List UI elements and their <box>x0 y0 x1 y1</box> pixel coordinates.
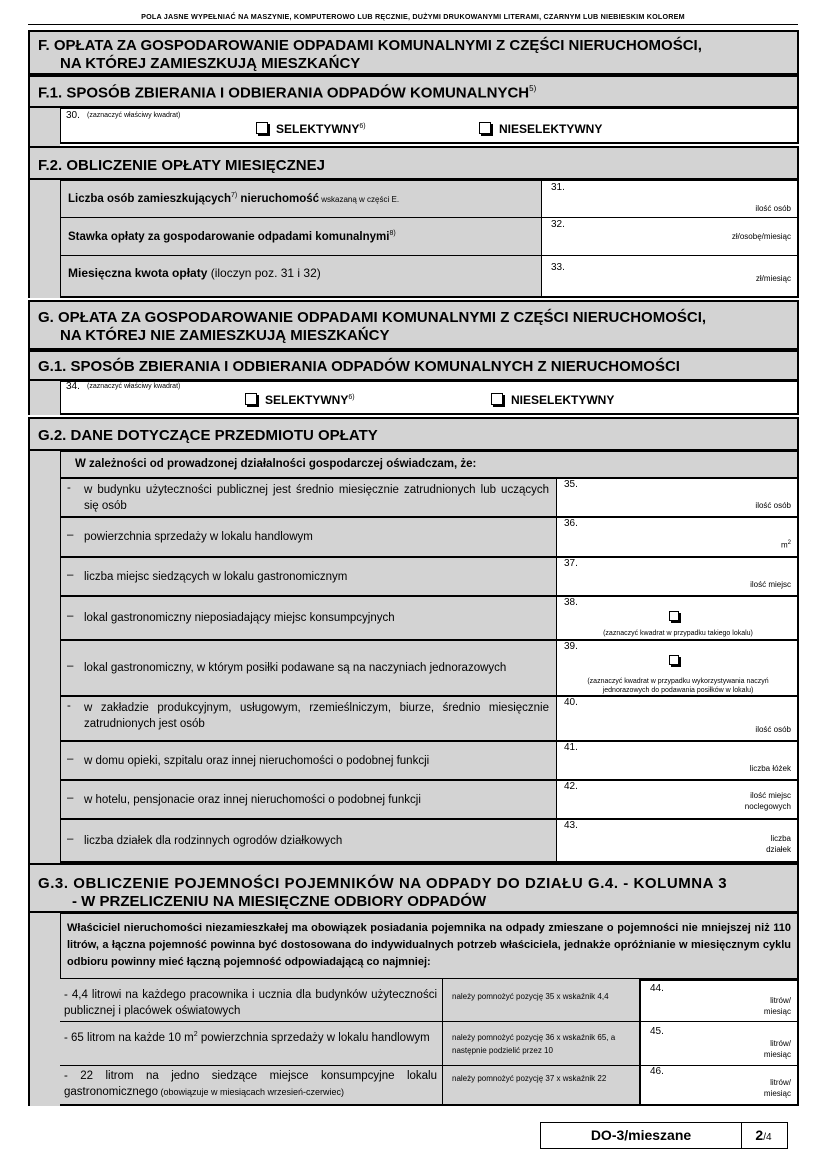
row-dash: – <box>67 753 74 765</box>
field-unit: ilość osób <box>755 725 791 734</box>
row-dash: - <box>67 700 71 712</box>
field-unit: zł/miesiąc <box>755 274 791 283</box>
field-unit: ilość osób <box>755 501 791 510</box>
field-unit: zł/osobę/miesiąc <box>731 232 791 241</box>
field-43[interactable] <box>556 819 799 863</box>
g2-row-text: powierzchnia sprzedaży w lokalu handlowym <box>84 531 313 543</box>
field-44[interactable] <box>639 979 799 1022</box>
g2-row-label <box>60 780 557 819</box>
divider <box>28 24 798 25</box>
section-g-header <box>28 300 799 350</box>
field-unit: ilość osób <box>755 204 791 213</box>
field-note: (zaznaczyć właściwy kwadrat) <box>87 112 181 119</box>
field-unit: ilość miejsc noclegowych <box>744 791 791 811</box>
field-33[interactable] <box>541 255 799 298</box>
g2-row-label <box>60 517 557 557</box>
field-number: 39. <box>564 641 578 652</box>
field-note: (zaznaczyć kwadrat w przypadku takiego lokalu) <box>603 630 753 637</box>
field-number: 41. <box>564 742 578 753</box>
g3-row-text: - 4,4 litrowi na każdego pracownika i ucznia dla budynków użyteczności publicznej i placówek oświatowych <box>64 989 437 1017</box>
option-nonselective[interactable]: NIESELEKTYWNY <box>479 122 602 136</box>
g2-row-label <box>60 478 557 517</box>
row-dash: – <box>67 660 74 672</box>
g3-row-calc: należy pomnożyć pozycję 35 x wskaźnik 4,4 <box>452 992 609 1001</box>
form-id: DO-3/mieszane <box>590 1127 692 1143</box>
g2-row-text: lokal gastronomiczny, w którym posiłki podawane są na naczyniach jednorazowych <box>84 662 507 674</box>
section-g-title-line2: NA KTÓREJ NIE ZAMIESZKUJĄ MIESZKAŃCY <box>60 327 390 344</box>
field-unit: litrów/ miesiąc <box>763 996 791 1016</box>
field-42[interactable] <box>556 780 799 819</box>
g2-row-text: liczba miejsc siedzących w lokalu gastronomicznym <box>84 571 348 583</box>
field-31[interactable] <box>541 180 799 218</box>
g3-left-gutter <box>28 913 60 1106</box>
g1-left-gutter <box>28 381 60 415</box>
option-selective[interactable]: SELEKTYWNY$^{6)}$ <box>256 122 366 136</box>
field-number: 31. <box>551 182 565 193</box>
field-40[interactable] <box>556 696 799 741</box>
field-note: (zaznaczyć kwadrat w przypadku wykorzystywania naczyń jednorazowych do podawania posiłków w lokalu) <box>587 678 769 694</box>
section-g2-title: G.2. DANE DOTYCZĄCE PRZEDMIOTU OPŁATY <box>38 427 378 444</box>
g2-row-label <box>60 640 557 696</box>
page-number-box <box>740 1122 788 1149</box>
f1-left-gutter <box>28 108 60 146</box>
row-31-label: Liczba osób zamieszkujących$^{7)}$ nieruchomość wskazaną w części E. <box>60 180 542 218</box>
field-number: 45. <box>650 1026 664 1037</box>
field-46[interactable] <box>639 1066 799 1106</box>
section-f2-title: F.2. OBLICZENIE OPŁATY MIESIĘCZNEJ <box>38 157 325 174</box>
g2-left-gutter <box>28 451 60 864</box>
field-30 <box>60 108 799 144</box>
field-36[interactable] <box>556 517 799 557</box>
row-dash: – <box>67 792 74 804</box>
f2-left-gutter <box>28 180 60 298</box>
g3-paragraph-box <box>60 913 799 979</box>
form-id-box <box>540 1122 742 1149</box>
field-number: 38. <box>564 597 578 608</box>
field-34 <box>60 381 799 415</box>
field-45[interactable] <box>639 1022 799 1066</box>
checkbox-icon[interactable] <box>479 122 491 134</box>
field-number: 37. <box>564 558 578 569</box>
field-unit: liczba działek <box>766 834 791 854</box>
row-dash: – <box>67 833 74 845</box>
g2-row-label <box>60 819 557 863</box>
g2-row-text: w budynku użyteczności publicznej jest średnio miesięcznie zatrudnionych lub uczących się osób <box>84 484 549 512</box>
g2-row-label <box>60 696 557 741</box>
section-g3-header <box>28 863 799 913</box>
field-unit: ilość miejsc <box>750 580 791 589</box>
field-39[interactable] <box>556 640 799 696</box>
section-f-title-line1: F. OPŁATA ZA GOSPODAROWANIE ODPADAMI KOMUNALNYMI Z CZĘŚCI NIERUCHOMOŚCI, <box>38 37 702 54</box>
field-number: 32. <box>551 219 565 230</box>
g2-row-text: liczba działek dla rodzinnych ogrodów działkowych <box>84 835 343 847</box>
page-number: 2 <box>755 1127 764 1143</box>
field-number: 35. <box>564 479 578 490</box>
section-f-header <box>28 30 799 75</box>
g3-row-calc: należy pomnożyć pozycję 37 x wskaźnik 22 <box>452 1074 607 1083</box>
g3-row-text: - 65 litrom na każde 10 $m^2$ powierzchnia sprzedaży w lokalu handlowym <box>64 1031 430 1044</box>
row-33-label: Miesięczna kwota opłaty (iloczyn poz. 31 i 32) <box>60 255 542 298</box>
section-g3-title-line2: - W PRZELICZENIU NA MIESIĘCZNE ODBIORY ODPADÓW <box>72 893 487 910</box>
option-nonselective[interactable]: NIESELEKTYWNY <box>491 393 614 407</box>
section-g3-title-line1: G.3. OBLICZENIE POJEMNOŚCI POJEMNIKÓW NA ODPADY DO DZIAŁU G.4. - KOLUMNA 3 <box>38 875 728 892</box>
g3-paragraph: Właściciel nieruchomości niezamieszkałej ma obowiązek posiadania pojemnika na odpady zmieszane o pojemności nie mniejszej niż 110 litrów, a łączna pojemność powinna być dostosowana do indywidualnych potrzeb właściciela, jednakże opróżnianie w miesięcznym cyklu odbioru powinny mieć łączną pojemność odpowiadającą co najmniej: <box>67 922 791 968</box>
section-g-title-line1: G. OPŁATA ZA GOSPODAROWANIE ODPADAMI KOMUNALNYMI Z CZĘŚCI NIERUCHOMOŚCI, <box>38 309 707 326</box>
field-note: (zaznaczyć właściwy kwadrat) <box>87 383 181 390</box>
field-number: 43. <box>564 820 578 831</box>
page-total: /4 <box>763 1132 772 1143</box>
checkbox-icon[interactable] <box>256 122 268 134</box>
section-f1-title: F.1. SPOSÓB ZBIERANIA I ODBIERANIA ODPADÓW KOMUNALNYCH <box>38 84 530 102</box>
row-dash: – <box>67 610 74 622</box>
checkbox-icon[interactable] <box>245 393 257 405</box>
checkbox-icon[interactable] <box>669 655 679 665</box>
section-f-title-line2: NA KTÓREJ ZAMIESZKUJĄ MIESZKAŃCY <box>60 55 361 72</box>
g2-row-label <box>60 557 557 596</box>
g2-row-text: lokal gastronomiczny nieposiadający miejsc konsumpcyjnych <box>84 612 395 624</box>
g3-row-text: - 22 litrom na jedno siedzące miejsce konsumpcyjne lokalu gastronomicznego (obowiązuje w miesiącach wrzesień-czerwiec) <box>64 1070 437 1098</box>
row-32-label: Stawka opłaty za gospodarowanie odpadami komunalnymi$^{8)}$ <box>60 217 542 256</box>
section-f1-header <box>28 75 799 108</box>
field-35[interactable] <box>556 478 799 517</box>
field-37[interactable] <box>556 557 799 596</box>
field-unit: liczba łóżek <box>749 764 791 773</box>
row-dash: – <box>67 529 74 541</box>
g2-row-text: w zakładzie produkcyjnym, usługowym, rzemieślniczym, biurze, średnio miesięcznie zatrudnionych jest osób <box>84 702 549 730</box>
fill-instruction: POLA JASNE WYPEŁNIAĆ NA MASZYNIE, KOMPUTEROWO LUB RĘCZNIE, DUŻYMI DRUKOWANYMI LITERAMI, CZARNYM LUB NIEBIESKIM KOLOREM <box>141 12 685 21</box>
field-number: 36. <box>564 518 578 529</box>
field-number: 33. <box>551 262 565 273</box>
row-dash: - <box>67 482 71 494</box>
field-number: 42. <box>564 781 578 792</box>
row-dash: – <box>67 569 74 581</box>
field-32[interactable] <box>541 217 799 256</box>
checkbox-icon[interactable] <box>669 611 679 621</box>
field-unit: litrów/ miesiąc <box>763 1039 791 1059</box>
field-38[interactable] <box>556 596 799 640</box>
g2-row-label <box>60 741 557 780</box>
section-f2-header <box>28 146 799 180</box>
g2-row-text: w hotelu, pensjonacie oraz innej nieruchomości o podobnej funkcji <box>84 794 421 806</box>
field-number: 44. <box>650 983 664 994</box>
field-number: 34. <box>66 381 80 392</box>
field-number: 40. <box>564 697 578 708</box>
field-unit: litrów/ miesiąc <box>763 1078 791 1098</box>
section-g1-header <box>28 350 799 381</box>
g2-intro: W zależności od prowadzonej działalności gospodarczej oświadczam, że: <box>75 458 477 470</box>
field-number: 46. <box>650 1066 664 1077</box>
option-selective[interactable]: SELEKTYWNY$^{6)}$ <box>245 393 355 407</box>
g2-row-text: w domu opieki, szpitalu oraz innej nieruchomości o podobnej funkcji <box>84 755 430 767</box>
g2-row-label <box>60 596 557 640</box>
g2-intro-row <box>60 451 799 478</box>
checkbox-icon[interactable] <box>491 393 503 405</box>
section-g1-title: G.1. SPOSÓB ZBIERANIA I ODBIERANIA ODPADÓW KOMUNALNYCH Z NIERUCHOMOŚCI <box>38 358 680 375</box>
field-41[interactable] <box>556 741 799 780</box>
footnote-ref: 5) <box>529 84 537 93</box>
field-number: 30. <box>66 110 80 121</box>
field-unit: $m^2$ <box>780 540 791 550</box>
section-g2-header <box>28 417 799 451</box>
g3-row-calc: należy pomnożyć pozycję 36 x wskaźnik 65, a następnie podzielić przez 10 <box>452 1033 616 1055</box>
